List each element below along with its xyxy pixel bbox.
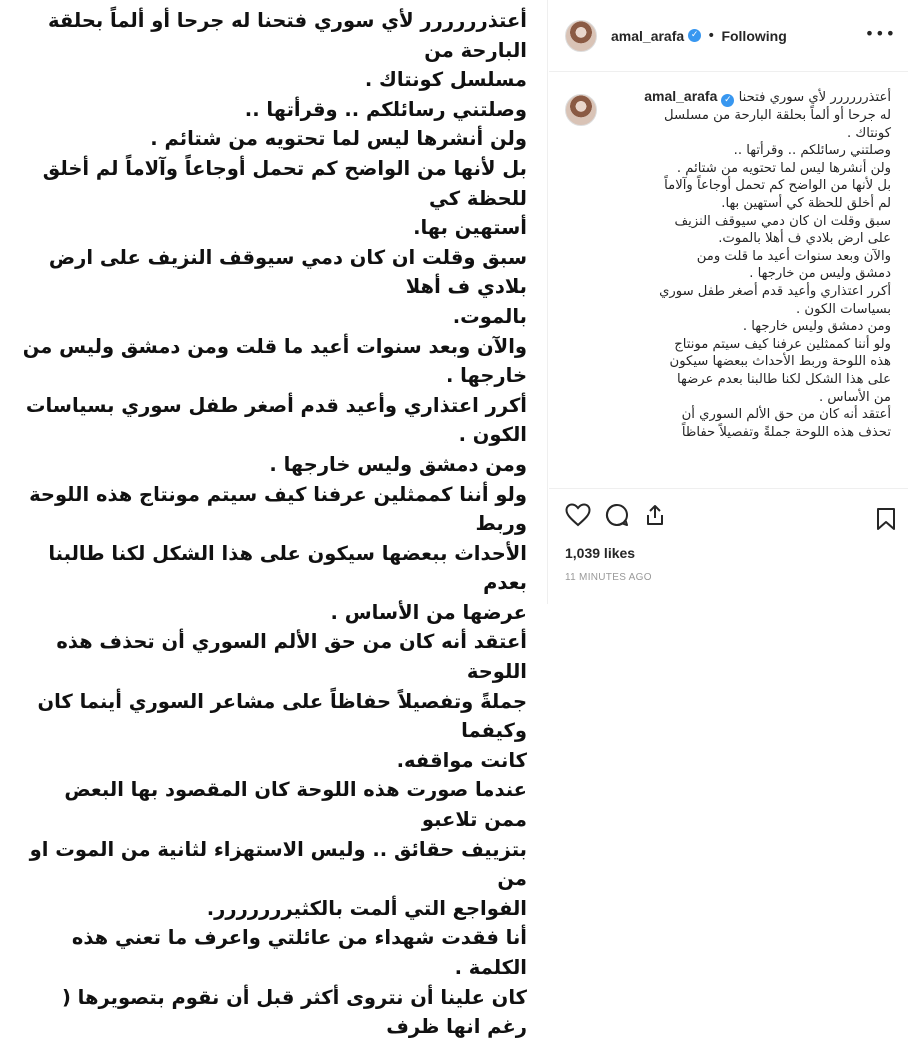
caption-line: تحذف هذه اللوحة جملةً وتفصيلاً حفاظاً [681,424,891,440]
caption-line: بسياسات الكون . [796,301,891,317]
caption-line: أعتقد أنه كان من حق الألم السوري أن [681,407,891,423]
caption-line: بل لأنها من الواضح كم تحمل أوجاعاً وآلاماً [664,178,891,194]
caption-line: ولن أنشرها ليس لما تحتويه من شتائم . [676,160,891,176]
caption-line: دمشق وليس من خارجها . [749,266,891,282]
caption-line: والآن وبعد سنوات أعيد ما قلت ومن [696,248,891,264]
header-username[interactable]: amal_arafa [611,27,685,44]
image-text-line: وصلتني رسائلكم .. وقرأتها .. [244,97,527,121]
image-text-line: أستهين بها. [413,216,527,240]
caption-username[interactable]: amal_arafa [644,88,718,104]
actions-section [549,488,908,604]
caption-line: سبق وقلت ان كان دمي سيوقف النزيف [674,213,891,229]
caption-line: له جرحا أو ألماً بحلقة البارحة من مسلسل [664,108,891,123]
heart-icon[interactable] [565,503,591,527]
image-text-line: بالموت. [452,304,527,328]
image-text-line: كانت مواقفه. [396,748,527,772]
caption-body [611,88,891,441]
caption-line: من الأساس . [818,389,891,405]
bookmark-icon[interactable] [876,507,896,531]
post-header [549,0,908,72]
caption-line: لم أخلق للحظة كي أستهين بها. [721,195,891,211]
caption-text [611,88,891,441]
image-text-line: أعتذرررررر لأي سوري فتحنا له جرحا أو ألماً بحلقة البارحة من [48,9,527,62]
image-text-line: سبق وقلت ان كان دمي سيوقف النزيف على ارض بلادي ف أهلا [48,245,527,299]
image-text-line: والآن وبعد سنوات أعيد ما قلت ومن دمشق وليس من خارجها . [22,334,527,388]
image-text-line: جملةً وتفصيلاً حفاظاً على مشاعر السوري أينما كان وكيفما [37,689,527,743]
image-text-line: الأحداث ببعضها سيكون على هذا الشكل لكنا طالبنا بعدم [48,541,527,595]
caption-line: ومن دمشق وليس خارجها . [742,319,891,335]
caption-line: هذه اللوحة وربط الأحداث ببعضها سيكون [669,354,891,370]
image-text-line: الفواجع التي ألمت بالكثيررررررر. [206,896,527,920]
image-text-line: عندما صورت هذه اللوحة كان المقصود بها البعض ممن تلاعبو [64,778,527,832]
post-timestamp[interactable]: 11 MINUTES AGO [565,572,652,583]
comments-area[interactable] [549,88,908,488]
image-text-line: أكرر اعتذاري وأعيد قدم أصغر طفل سوري بسياسات الكون . [25,393,527,447]
comment-icon[interactable] [605,503,629,527]
verified-badge-icon: ✓ [721,94,734,107]
image-text-line: ومن دمشق وليس خارجها . [269,452,527,476]
image-text-line: عرضها من الأساس . [330,600,527,624]
caption-avatar[interactable] [565,94,597,126]
separator-dot: • [707,27,716,44]
caption-line: أعتذرررررر لأي سوري فتحنا ✓amal_arafa [644,88,891,105]
caption-line: كونتاك . [846,125,891,141]
verified-badge-icon: ✓ [688,29,701,42]
image-text-line: أنا فقدت شهداء من عائلتي واعرف ما تعني هذه الكلمة . [71,926,527,979]
likes-count[interactable]: 1,039 likes [565,545,636,561]
image-text-line: مسلسل كونتاك . [364,68,527,92]
caption-line: أكرر اعتذاري وأعيد قدم أصغر طفل سوري [659,283,891,299]
caption-line: على ارض بلادي ف أهلا بالموت. [718,231,891,247]
caption-line: على هذا الشكل لكنا طالبنا بعدم عرضها [676,371,891,387]
share-icon[interactable] [643,503,667,527]
image-text-line: ولن أنشرها ليس لما تحتويه من شتائم . [150,127,527,151]
image-text-line: كان علينا أن نتروى أكثر قبل أن نقوم بتصويرها ( رغم انها ظرف [61,985,527,1039]
following-button[interactable]: Following [721,27,787,44]
image-text-line: بتزييف حقائق .. وليس الاستهزاء لثانية من الموت او من [29,837,527,891]
image-text-line: بل لأنها من الواضح كم تحمل أوجاعاً وآلاماً لم أخلق للحظة كي [42,156,527,210]
action-icons [565,503,667,527]
image-text-line: ولو أننا كممثلين عرفنا كيف سيتم مونتاج هذه اللوحة وربط [29,482,527,536]
caption-line: ولو أننا كممثلين عرفنا كيف سيتم مونتاج [674,336,891,352]
more-options-icon[interactable]: ••• [864,24,896,43]
caption-row [549,88,908,441]
post-panel [549,0,908,604]
avatar[interactable] [565,20,597,52]
image-text-line: أعتقد أنه كان من حق الألم السوري أن تحذف هذه اللوحة [56,630,527,684]
caption-line: وصلتني رسائلكم .. وقرأتها .. [733,143,891,159]
